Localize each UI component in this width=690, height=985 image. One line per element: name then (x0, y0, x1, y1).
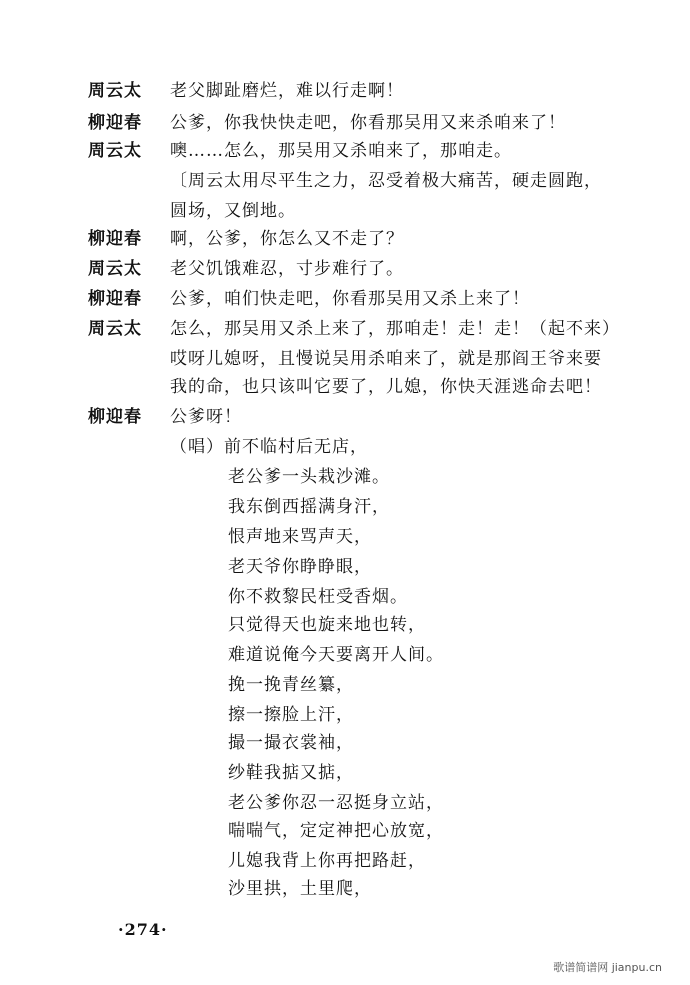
dialogue-text: 公爹呀！ (170, 407, 242, 427)
dialogue-text: 〔周云太用尽平生之力，忍受着极大痛苦，硬走圆跑， (170, 171, 602, 191)
speaker-name: 柳迎春 (88, 229, 142, 249)
dialogue-text: 噢……怎么，那吴用又杀咱来了，那咱走。 (170, 141, 512, 161)
song-line: 你不救黎民枉受香烟。 (228, 587, 408, 607)
site-watermark: 歌谱简谱网 jianpu.cn (553, 961, 662, 974)
speaker-name: 柳迎春 (88, 113, 142, 133)
song-line: 我东倒西摇满身汗， (228, 497, 390, 517)
song-line: 老公爹一头栽沙滩。 (228, 467, 390, 487)
dialogue-text: 我的命，也只该叫它要了，儿媳，你快天涯逃命去吧！ (170, 377, 602, 397)
speaker-name: 柳迎春 (88, 289, 142, 309)
speaker-name: 周云太 (88, 319, 142, 339)
song-line: 挽一挽青丝纂， (228, 675, 354, 695)
song-line: 擦一擦脸上汗， (228, 705, 354, 725)
dialogue-text: 圆场，又倒地。 (170, 201, 296, 221)
dialogue-text: 哎呀儿媳呀，且慢说吴用杀咱来了，就是那阎王爷来要 (170, 349, 602, 369)
song-opening-line: （唱）前不临村后无店， (170, 437, 368, 457)
speaker-name: 周云太 (88, 259, 142, 279)
song-line: 老公爹你忍一忍挺身立站， (228, 793, 444, 813)
song-line: 纱鞋我掂又掂， (228, 763, 354, 783)
song-line: 儿媳我背上你再把路赶， (228, 851, 426, 871)
dialogue-text: 老父脚趾磨烂，难以行走啊！ (170, 81, 404, 101)
dialogue-text: 老父饥饿难忍，寸步难行了。 (170, 259, 404, 279)
speaker-name: 柳迎春 (88, 407, 142, 427)
song-line: 喘喘气，定定神把心放宽， (228, 821, 444, 841)
song-line: 沙里拱，土里爬， (228, 879, 372, 899)
song-line: 只觉得天也旋来地也转， (228, 615, 426, 635)
song-line: 老天爷你睁睁眼， (228, 557, 372, 577)
speaker-name: 周云太 (88, 81, 142, 101)
speaker-name: 周云太 (88, 141, 142, 161)
page-number: ·274· (118, 920, 168, 939)
dialogue-text: 怎么，那吴用又杀上来了，那咱走！走！走！（起不来） (170, 319, 620, 339)
song-line: 难道说俺今天要离开人间。 (228, 645, 444, 665)
song-line: 恨声地来骂声天， (228, 527, 372, 547)
dialogue-text: 啊，公爹，你怎么又不走了？ (170, 229, 404, 249)
song-line: 撮一撮衣裳袖， (228, 733, 354, 753)
dialogue-text: 公爹，咱们快走吧，你看那吴用又杀上来了！ (170, 289, 530, 309)
dialogue-text: 公爹，你我快快走吧，你看那吴用又来杀咱来了！ (170, 113, 566, 133)
